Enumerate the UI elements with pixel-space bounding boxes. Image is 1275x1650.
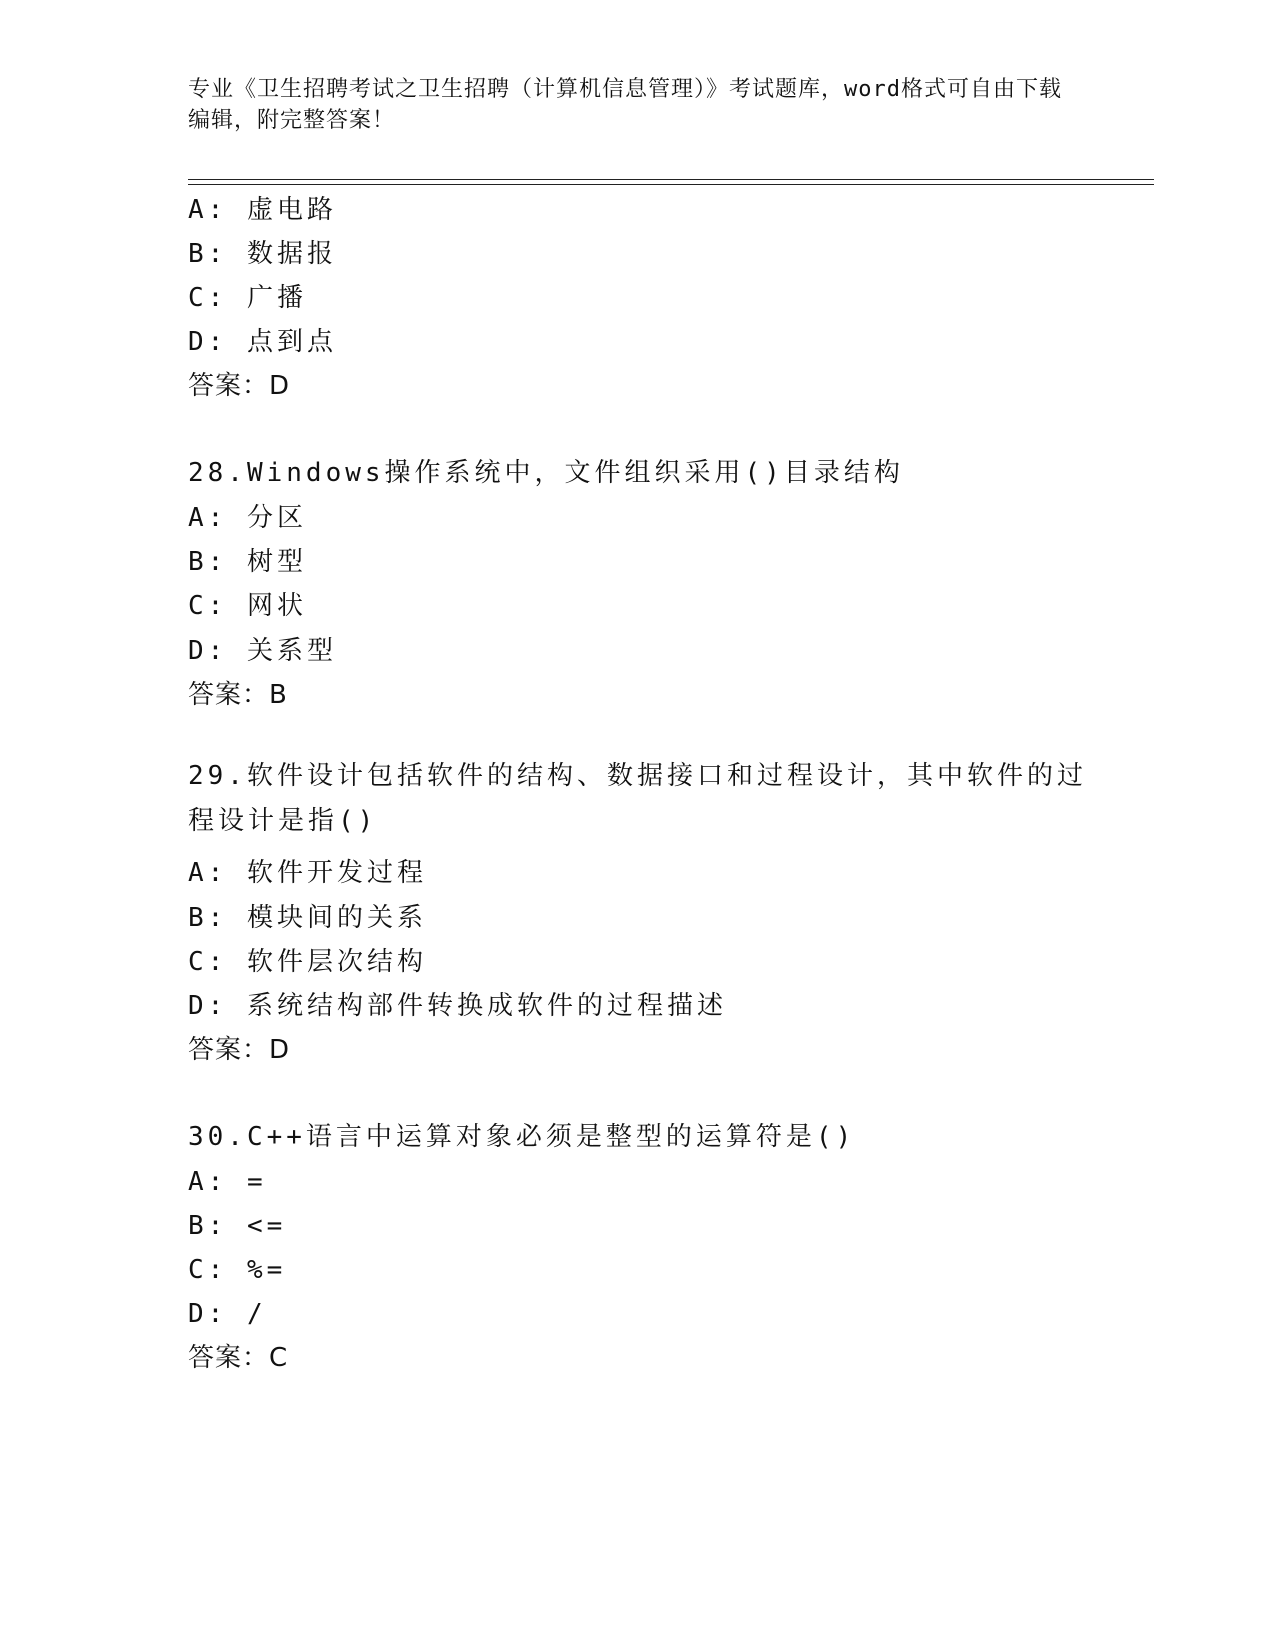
q29-option-c: C: 软件层次结构 (188, 947, 427, 977)
q28-option-c: C: 网状 (188, 591, 307, 621)
q30-question: 30.C++语言中运算对象必须是整型的运算符是() (188, 1122, 856, 1152)
q28-answer: 答案：B (188, 680, 288, 710)
q29-answer: 答案：D (188, 1035, 291, 1065)
q30-answer: 答案：C (188, 1343, 289, 1373)
q28-option-a: A: 分区 (188, 503, 307, 533)
q29-question: 29.软件设计包括软件的结构、数据接口和过程设计，其中软件的过程设计是指() (188, 761, 1087, 836)
q29-option-a: A: 软件开发过程 (188, 858, 427, 888)
q28-question: 28.Windows操作系统中，文件组织采用()目录结构 (188, 458, 904, 488)
q28-option-d: D: 关系型 (188, 636, 337, 666)
q29-option-b: B: 模块间的关系 (188, 903, 427, 933)
q30-option-c: C: %= (188, 1255, 287, 1285)
q29-option-d: D: 系统结构部件转换成软件的过程描述 (188, 991, 727, 1021)
q30-option-d: D: / (188, 1299, 267, 1329)
q27-option-c: C: 广播 (188, 283, 307, 313)
q27-answer: 答案：D (188, 371, 291, 401)
q27-option-a: A: 虚电路 (188, 195, 337, 225)
q30-option-a: A: = (188, 1167, 267, 1197)
q27-option-d: D: 点到点 (188, 327, 337, 357)
header-divider-bottom (188, 184, 1154, 185)
document-header: 专业《卫生招聘考试之卫生招聘（计算机信息管理）》考试题库，word格式可自由下载编辑，附完整答案！ (188, 77, 1062, 133)
header-divider-top (188, 179, 1154, 180)
q28-option-b: B: 树型 (188, 547, 307, 577)
q27-option-b: B: 数据报 (188, 239, 337, 269)
q30-option-b: B: <= (188, 1211, 287, 1241)
